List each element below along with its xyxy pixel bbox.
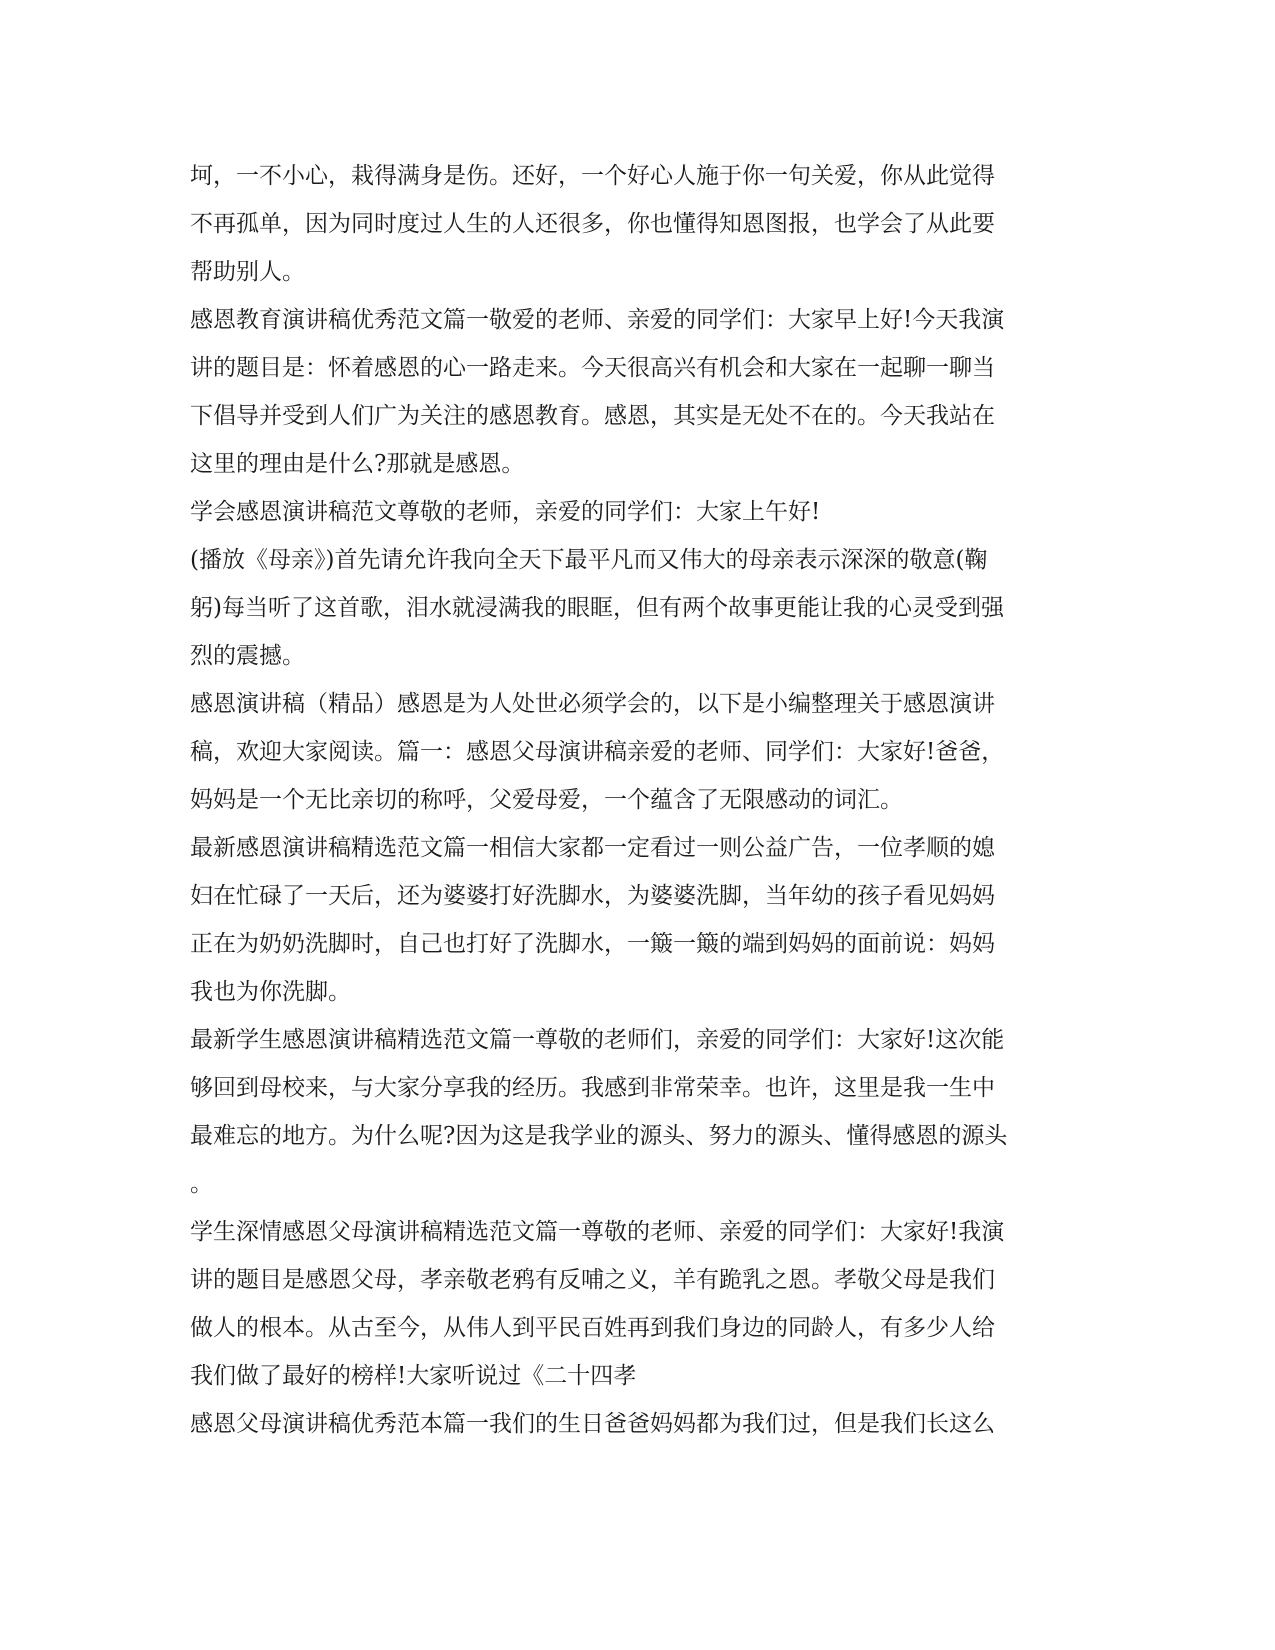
text-line: 感恩父母演讲稿优秀范本篇一我们的生日爸爸妈妈都为我们过，但是我们长这么 <box>190 1411 995 1437</box>
text-line: 最新学生感恩演讲稿精选范文篇一尊敬的老师们，亲爱的同学们：大家好!这次能 <box>190 1027 1005 1053</box>
text-line: 感恩演讲稿（精品）感恩是为人处世必须学会的，以下是小编整理关于感恩演讲 <box>190 691 995 717</box>
text-line: 够回到母校来，与大家分享我的经历。我感到非常荣幸。也许，这里是我一生中 <box>190 1075 995 1101</box>
text-line: 妈妈是一个无比亲切的称呼，父爱母爱，一个蕴含了无限感动的词汇。 <box>190 787 903 813</box>
paragraph <box>190 680 1080 824</box>
document-body <box>190 152 1080 1448</box>
text-line: 。 <box>190 1171 213 1197</box>
text-line: 坷，一不小心，栽得满身是伤。还好，一个好心人施于你一句关爱，你从此觉得 <box>190 163 995 189</box>
paragraph <box>190 488 1080 536</box>
paragraph <box>190 1400 1080 1448</box>
text-line: 帮助别人。 <box>190 259 305 285</box>
text-line: 不再孤单，因为同时度过人生的人还很多，你也懂得知恩图报，也学会了从此要 <box>190 211 995 237</box>
text-line: 我们做了最好的榜样!大家听说过《二十四孝 <box>190 1363 637 1389</box>
paragraph <box>190 536 1080 680</box>
text-line: 我也为你洗脚。 <box>190 979 351 1005</box>
text-line: 学会感恩演讲稿范文尊敬的老师，亲爱的同学们：大家上午好! <box>190 499 821 525</box>
text-line: 感恩教育演讲稿优秀范文篇一敬爱的老师、亲爱的同学们：大家早上好!今天我演 <box>190 307 1005 333</box>
text-line: 下倡导并受到人们广为关注的感恩教育。感恩，其实是无处不在的。今天我站在 <box>190 403 995 429</box>
text-line: 烈的震撼。 <box>190 643 305 669</box>
paragraph <box>190 1016 1080 1208</box>
text-line: 最难忘的地方。为什么呢?因为这是我学业的源头、努力的源头、懂得感恩的源头 <box>190 1123 1008 1149</box>
text-line: 躬)每当听了这首歌，泪水就浸满我的眼眶，但有两个故事更能让我的心灵受到强 <box>190 595 1004 621</box>
text-line: 做人的根本。从古至今，从伟人到平民百姓再到我们身边的同龄人，有多少人给 <box>190 1315 995 1341</box>
text-line: 讲的题目是感恩父母，孝亲敬老鸦有反哺之义，羊有跪乳之恩。孝敬父母是我们 <box>190 1267 995 1293</box>
paragraph <box>190 296 1080 488</box>
paragraph <box>190 1208 1080 1400</box>
paragraph <box>190 824 1080 1016</box>
text-line: 这里的理由是什么?那就是感恩。 <box>190 451 525 477</box>
text-line: 最新感恩演讲稿精选范文篇一相信大家都一定看过一则公益广告，一位孝顺的媳 <box>190 835 995 861</box>
text-line: 正在为奶奶洗脚时，自己也打好了洗脚水，一簸一簸的端到妈妈的面前说：妈妈 <box>190 931 995 957</box>
paragraph <box>190 152 1080 296</box>
text-line: 讲的题目是：怀着感恩的心一路走来。今天很高兴有机会和大家在一起聊一聊当 <box>190 355 995 381</box>
text-line: (播放《母亲》)首先请允许我向全天下最平凡而又伟大的母亲表示深深的敬意(鞠 <box>190 547 988 573</box>
text-line: 稿，欢迎大家阅读。篇一：感恩父母演讲稿亲爱的老师、同学们：大家好!爸爸， <box>190 739 1005 765</box>
text-line: 妇在忙碌了一天后，还为婆婆打好洗脚水，为婆婆洗脚，当年幼的孩子看见妈妈 <box>190 883 995 909</box>
text-line: 学生深情感恩父母演讲稿精选范文篇一尊敬的老师、亲爱的同学们：大家好!我演 <box>190 1219 1005 1245</box>
